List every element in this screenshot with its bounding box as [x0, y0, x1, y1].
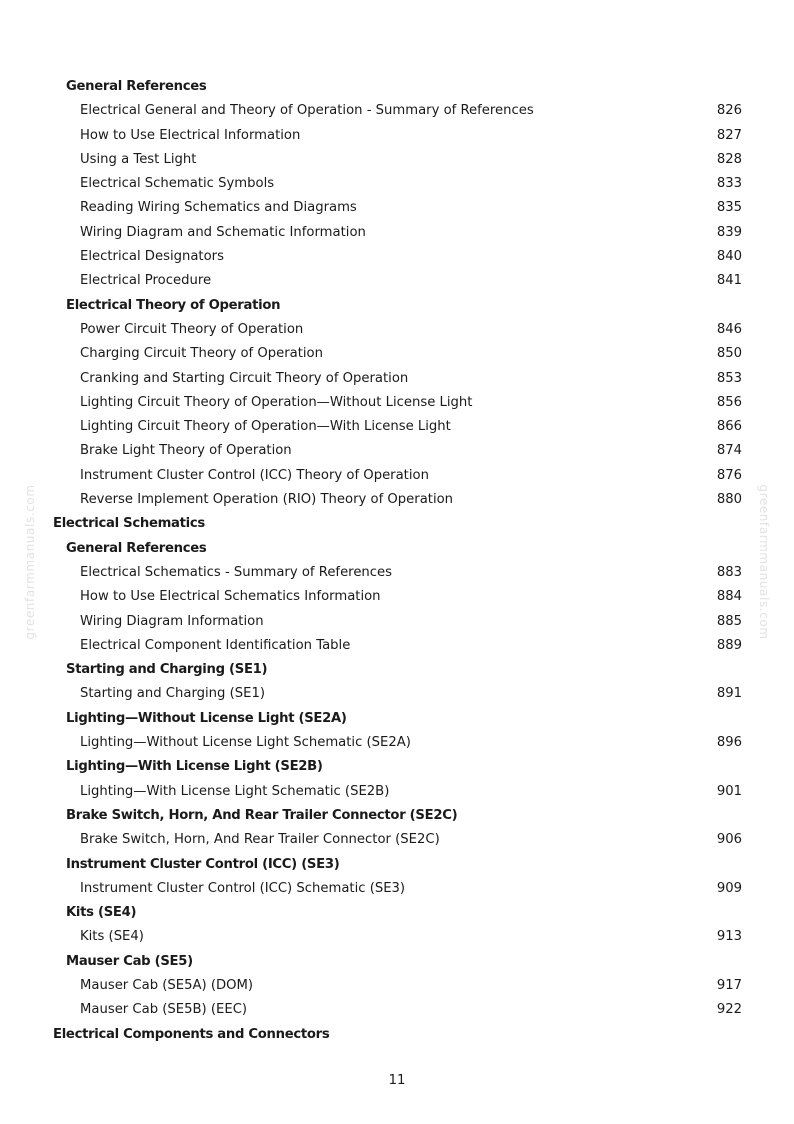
toc-entry[interactable]	[0, 974, 794, 998]
toc-entry-title: Kits (SE4)	[80, 929, 144, 945]
toc-entry-title: Brake Switch, Horn, And Rear Trailer Connector (SE2C)	[66, 807, 458, 823]
toc-entry-title: Electrical Schematics - Summary of References	[80, 564, 393, 580]
toc-subsection-heading	[0, 537, 794, 561]
toc-entry-title: How to Use Electrical Schematics Information	[80, 589, 381, 605]
toc-entry-title: Power Circuit Theory of Operation	[80, 321, 304, 337]
toc-entry-title: Electrical Schematic Symbols	[80, 176, 275, 192]
toc-entry-page-number: 866	[716, 419, 742, 435]
toc-entry-title: Brake Light Theory of Operation	[80, 443, 292, 459]
table-of-contents	[0, 75, 794, 1047]
toc-entry-title: Lighting Circuit Theory of Operation—With License Light	[80, 419, 451, 435]
toc-section-heading	[0, 512, 794, 536]
toc-entry-title: Using a Test Light	[80, 151, 197, 167]
toc-subsection-heading	[0, 950, 794, 974]
toc-subsection-heading	[0, 658, 794, 682]
toc-entry-page-number: 839	[716, 224, 742, 240]
toc-entry-page-number: 846	[716, 321, 742, 337]
toc-entry-title: General References	[66, 79, 207, 94]
toc-entry-page-number: 901	[716, 783, 742, 799]
toc-entry-page-number: 880	[716, 492, 742, 508]
toc-entry-page-number: 828	[716, 151, 742, 167]
toc-entry-title: Starting and Charging (SE1)	[80, 686, 265, 702]
toc-entry-title: Electrical Procedure	[80, 273, 212, 289]
toc-entry[interactable]	[0, 148, 794, 172]
toc-entry[interactable]	[0, 391, 794, 415]
toc-subsection-heading	[0, 901, 794, 925]
toc-entry-title: Kits (SE4)	[66, 905, 137, 921]
toc-entry[interactable]	[0, 780, 794, 804]
toc-entry-title: Wiring Diagram and Schematic Information	[80, 224, 366, 240]
toc-entry[interactable]	[0, 925, 794, 949]
toc-entry[interactable]	[0, 731, 794, 755]
toc-entry[interactable]	[0, 877, 794, 901]
toc-entry-page-number: 835	[716, 200, 742, 216]
toc-entry[interactable]	[0, 172, 794, 196]
toc-subsection-heading	[0, 707, 794, 731]
toc-entry[interactable]	[0, 998, 794, 1022]
toc-entry[interactable]	[0, 464, 794, 488]
watermark-right-text: greenfarmmanuals.com	[757, 484, 771, 640]
toc-subsection-heading	[0, 294, 794, 318]
toc-entry-title: Mauser Cab (SE5A) (DOM)	[80, 977, 254, 993]
toc-entry[interactable]	[0, 610, 794, 634]
toc-entry[interactable]	[0, 196, 794, 220]
toc-entry[interactable]	[0, 488, 794, 512]
toc-entry-page-number: 850	[716, 346, 742, 362]
toc-entry-page-number: 833	[716, 176, 742, 192]
toc-entry[interactable]	[0, 318, 794, 342]
toc-subsection-heading	[0, 75, 794, 99]
watermark-left-text: greenfarmmanuals.com	[23, 484, 37, 640]
toc-entry-title: Lighting Circuit Theory of Operation—Without License Light	[80, 394, 473, 410]
toc-entry[interactable]	[0, 269, 794, 293]
toc-entry[interactable]	[0, 585, 794, 609]
toc-entry-title: Instrument Cluster Control (ICC) Schematic (SE3)	[80, 880, 406, 896]
toc-entry[interactable]	[0, 221, 794, 245]
toc-entry-title: Wiring Diagram Information	[80, 613, 264, 629]
toc-entry-page-number: 876	[716, 467, 742, 483]
toc-entry[interactable]	[0, 124, 794, 148]
toc-entry[interactable]	[0, 634, 794, 658]
toc-subsection-heading	[0, 853, 794, 877]
toc-entry-page-number: 906	[716, 832, 742, 848]
toc-entry-page-number: 856	[716, 394, 742, 410]
toc-entry-page-number: 889	[716, 637, 742, 653]
toc-entry-title: Electrical Component Identification Table	[80, 637, 351, 653]
toc-entry[interactable]	[0, 245, 794, 269]
toc-subsection-heading	[0, 755, 794, 779]
toc-entry-title: Charging Circuit Theory of Operation	[80, 346, 323, 362]
toc-entry-title: Electrical Theory of Operation	[66, 297, 281, 313]
toc-entry-page-number: 896	[716, 735, 742, 751]
toc-entry[interactable]	[0, 367, 794, 391]
toc-entry-title: Lighting—With License Light (SE2B)	[66, 759, 323, 775]
toc-entry-page-number: 922	[716, 1002, 742, 1018]
toc-entry-page-number: 913	[716, 929, 742, 945]
toc-entry-page-number: 909	[716, 880, 742, 896]
toc-entry-title: Instrument Cluster Control (ICC) Theory of Operation	[80, 467, 429, 483]
toc-entry-title: Electrical Schematics	[53, 516, 205, 532]
toc-entry[interactable]	[0, 682, 794, 706]
toc-entry-page-number: 841	[716, 273, 742, 289]
page-number: 11	[388, 1073, 406, 1088]
toc-entry-title: Instrument Cluster Control (ICC) (SE3)	[66, 856, 340, 872]
toc-section-heading	[0, 1023, 794, 1047]
toc-entry-title: General References	[66, 540, 207, 556]
toc-entry-title: Mauser Cab (SE5B) (EEC)	[80, 1002, 248, 1018]
toc-entry[interactable]	[0, 561, 794, 585]
toc-entry-page-number: 917	[716, 977, 742, 993]
toc-entry-page-number: 883	[716, 564, 742, 580]
toc-entry-title: Mauser Cab (SE5)	[66, 953, 193, 969]
toc-entry-title: Reading Wiring Schematics and Diagrams	[80, 200, 357, 216]
toc-entry-page-number: 853	[716, 370, 742, 386]
toc-entry[interactable]	[0, 828, 794, 852]
toc-entry-title: Electrical Designators	[80, 249, 224, 265]
toc-entry-title: Electrical Components and Connectors	[53, 1026, 330, 1042]
toc-entry-page-number: 874	[716, 443, 742, 459]
toc-entry-title: Lighting—Without License Light (SE2A)	[66, 710, 347, 726]
toc-entry-page-number: 884	[716, 589, 742, 605]
toc-entry-title: How to Use Electrical Information	[80, 127, 301, 143]
toc-subsection-heading	[0, 804, 794, 828]
toc-entry-title: Lighting—Without License Light Schematic (SE2A)	[80, 735, 411, 751]
toc-entry[interactable]	[0, 99, 794, 123]
toc-entry[interactable]	[0, 415, 794, 439]
toc-entry-title: Lighting—With License Light Schematic (SE2B)	[80, 783, 390, 799]
toc-entry-page-number: 891	[716, 686, 742, 702]
toc-entry-page-number: 826	[716, 103, 742, 119]
toc-entry-page-number: 827	[716, 127, 742, 143]
toc-entry-title: Reverse Implement Operation (RIO) Theory of Operation	[80, 492, 454, 508]
toc-entry-title: Starting and Charging (SE1)	[66, 662, 268, 678]
toc-entry-page-number: 840	[716, 249, 742, 265]
toc-entry[interactable]	[0, 439, 794, 463]
toc-entry-title: Brake Switch, Horn, And Rear Trailer Connector (SE2C)	[80, 832, 440, 848]
toc-entry-title: Electrical General and Theory of Operation - Summary of References	[80, 103, 534, 119]
toc-entry-page-number: 885	[716, 613, 742, 629]
toc-entry[interactable]	[0, 342, 794, 366]
toc-entry-title: Cranking and Starting Circuit Theory of Operation	[80, 370, 409, 386]
